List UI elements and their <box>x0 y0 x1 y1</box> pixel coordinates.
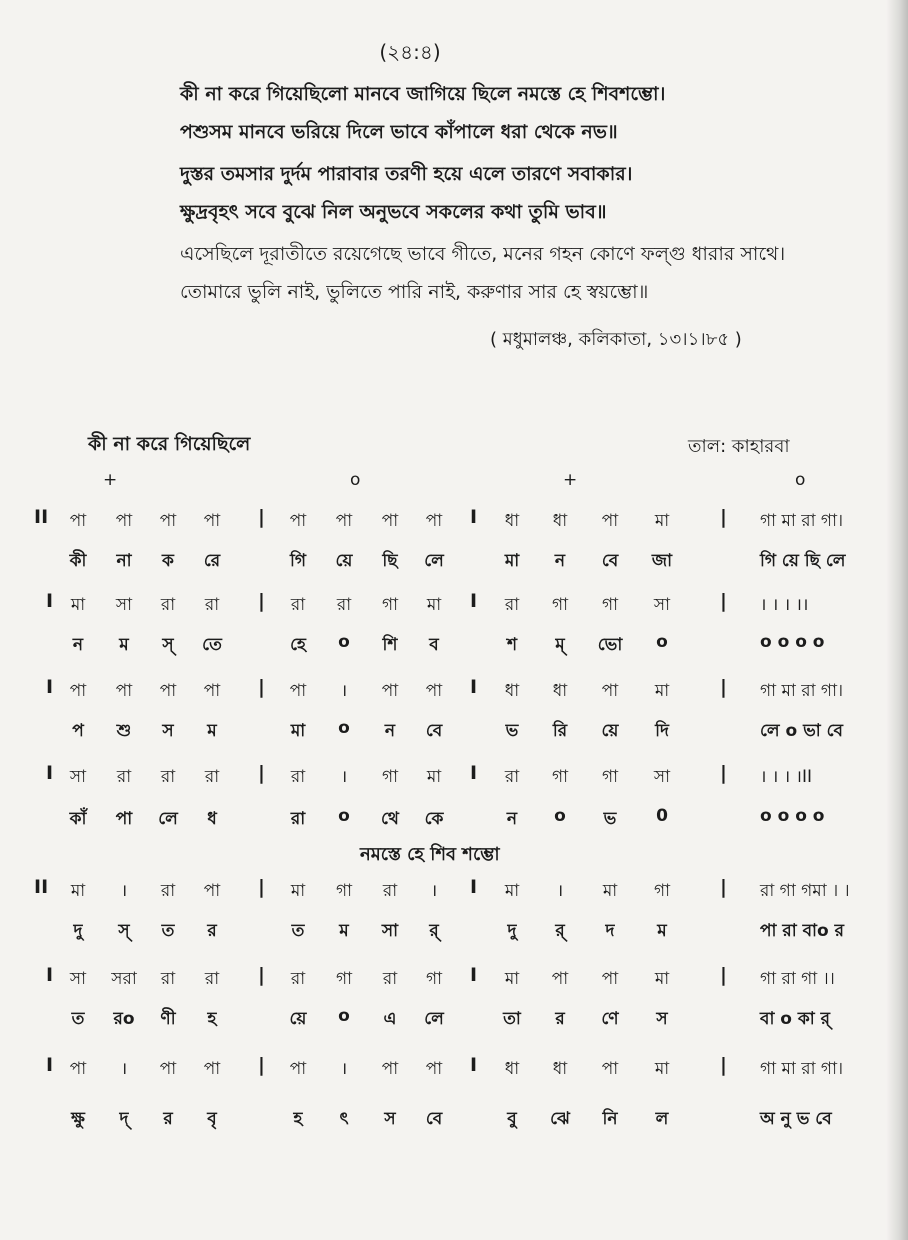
lyric-cell: স <box>162 721 174 741</box>
note-cell: ধা <box>504 1059 520 1079</box>
lyric-cell: তা <box>503 1009 521 1029</box>
note-cell: । <box>120 1059 128 1079</box>
bar-separator: | <box>720 590 727 612</box>
note-cell: পা <box>289 681 307 701</box>
sub-title: নমস্তে হে শিব শম্ভো <box>360 844 500 865</box>
lyric-cell: রা <box>290 809 306 829</box>
lyric-cell: ত <box>291 921 305 941</box>
note-cell: গা <box>425 969 443 989</box>
lyric-cell: দি <box>655 721 669 741</box>
lyric-cell: গি <box>289 551 307 571</box>
note-cell: পা <box>335 511 353 531</box>
note-cell: পা <box>381 681 399 701</box>
note-cell-end: গা মা রা গা। <box>760 511 844 531</box>
verse-line-5: এসেছিলে দূরাতীতে রয়েগেছে ভাবে গীতে, মনের গহন কোণে ফল্গু ধারার সাথে। <box>180 243 786 265</box>
lyric-cell-end: গি য়ে ছি লে <box>760 551 846 571</box>
note-cell: রা <box>504 767 520 787</box>
lyric-cell: ম <box>119 635 129 655</box>
note-cell: সা <box>69 767 87 787</box>
note-cell: ধা <box>552 1059 568 1079</box>
lyric-cell: র <box>207 921 217 941</box>
note-cell: গা <box>381 767 399 787</box>
lyric-cell: তে <box>202 635 222 655</box>
note-cell: পা <box>203 881 221 901</box>
note-cell: পা <box>159 511 177 531</box>
note-cell: । <box>340 1059 348 1079</box>
bar-separator: | <box>258 876 265 898</box>
note-cell: রা <box>382 881 398 901</box>
lyric-cell: য়ে <box>289 1009 307 1029</box>
bar-separator: I <box>470 676 478 698</box>
lyric-cell: 0 <box>656 806 668 826</box>
bar-line-start: I <box>46 590 54 612</box>
note-cell: রা <box>290 969 306 989</box>
note-cell: পা <box>601 969 619 989</box>
page-number: (২৪:৪) <box>379 40 441 64</box>
note-cell: পা <box>115 681 133 701</box>
lyric-cell: য়ে <box>601 721 619 741</box>
bar-separator: | <box>258 1054 265 1076</box>
bar-separator: | <box>720 762 727 784</box>
lyric-cell: ত <box>71 1009 85 1029</box>
verse-line-2: পশুসম মানবে ভরিয়ে দিলে ভাবে কাঁপালে ধরা থেকে নভ॥ <box>180 121 618 143</box>
note-cell: পা <box>159 1059 177 1079</box>
bar-line-start: I <box>46 676 54 698</box>
lyric-cell: ম <box>657 921 667 941</box>
verse-line-4: ক্ষুদ্রবৃহৎ সবে বুঝে নিল অনুভবে সকলের কথা তুমি ভাব॥ <box>180 201 607 223</box>
note-cell: রা <box>204 767 220 787</box>
bar-separator: I <box>470 1054 478 1076</box>
verse-line-3: দুস্তর তমসার দুর্দম পারাবার তরণী হয়ে এলে তারণে সবাকার। <box>180 163 633 185</box>
lyric-cell: o <box>338 806 350 826</box>
lyric-cell: ন <box>554 551 566 571</box>
note-cell: মা <box>504 969 520 989</box>
lyric-cell: না <box>116 551 132 571</box>
lyric-cell-end: বা o কা র্ <box>760 1009 831 1029</box>
note-cell: পা <box>203 681 221 701</box>
lyric-cell: ভো <box>597 635 623 655</box>
note-cell: । <box>340 681 348 701</box>
note-cell: গা <box>551 595 569 615</box>
bar-separator: | <box>720 676 727 698</box>
note-cell: রা <box>160 595 176 615</box>
lyric-cell-end: o o o o <box>760 632 825 652</box>
note-cell-end: । । । ।II <box>760 767 813 787</box>
note-cell: । <box>430 881 438 901</box>
note-cell: পা <box>203 1059 221 1079</box>
note-cell: পা <box>203 511 221 531</box>
note-cell: পা <box>601 511 619 531</box>
verse-line-6: তোমারে ভুলি নাই, ভুলিতে পারি নাই, করুণার সার হে স্বয়ম্ভো॥ <box>180 281 649 303</box>
lyric-cell: ম্ <box>555 635 565 655</box>
lyric-cell: র <box>555 1009 565 1029</box>
note-cell: গা <box>551 767 569 787</box>
note-cell: মা <box>70 881 86 901</box>
song-title: কী না করে গিয়েছিলে <box>88 433 251 455</box>
note-cell: রা <box>290 595 306 615</box>
note-cell-end: গা মা রা গা। <box>760 681 844 701</box>
bar-separator: | <box>258 506 265 528</box>
note-cell: মা <box>426 595 442 615</box>
note-cell: পা <box>69 1059 87 1079</box>
note-cell: পা <box>69 681 87 701</box>
lyric-cell: o <box>554 806 566 826</box>
note-cell: রা <box>204 969 220 989</box>
note-cell: মা <box>654 1059 670 1079</box>
lyric-cell: কে <box>424 809 444 829</box>
bar-line-start: II <box>34 876 49 898</box>
note-cell: রা <box>382 969 398 989</box>
lyric-cell: র্ <box>555 921 565 941</box>
lyric-cell: ণে <box>601 1009 619 1029</box>
bar-separator: | <box>258 964 265 986</box>
lyric-cell: বে <box>425 721 443 741</box>
lyric-cell: বে <box>425 1109 443 1129</box>
lyric-cell: হে <box>290 635 306 655</box>
lyric-cell-end: লে o ভা বে <box>760 721 843 741</box>
bar-separator: | <box>258 762 265 784</box>
lyric-cell: কাঁ <box>69 809 87 829</box>
lyric-cell: ত <box>161 921 175 941</box>
lyric-cell: নি <box>602 1109 618 1129</box>
note-cell: সা <box>653 595 671 615</box>
lyric-cell: থে <box>381 809 399 829</box>
note-cell: পা <box>425 681 443 701</box>
note-cell: পা <box>601 681 619 701</box>
lyric-cell: র্ <box>429 921 439 941</box>
bar-separator: I <box>470 762 478 784</box>
note-cell: মা <box>654 969 670 989</box>
lyric-cell: রo <box>113 1009 135 1029</box>
note-cell: সরা <box>111 969 137 989</box>
tal-label: তাল: কাহারবা <box>688 436 790 457</box>
lyric-cell: ভ <box>603 809 617 829</box>
lyric-cell: o <box>338 1006 350 1026</box>
lyric-cell: o <box>656 632 668 652</box>
note-cell: গা <box>601 767 619 787</box>
lyric-cell: মা <box>504 551 520 571</box>
lyric-cell: লে <box>424 1009 444 1029</box>
lyric-cell: স <box>656 1009 668 1029</box>
note-cell: সা <box>653 767 671 787</box>
lyric-cell: বু <box>507 1109 517 1129</box>
note-cell: ধা <box>504 681 520 701</box>
note-cell: পা <box>425 1059 443 1079</box>
note-cell: সা <box>69 969 87 989</box>
lyric-cell: ম <box>207 721 217 741</box>
lyric-cell: বে <box>601 551 619 571</box>
bar-separator: | <box>720 876 727 898</box>
bar-separator: I <box>470 590 478 612</box>
lyric-cell: ঝে <box>550 1109 570 1129</box>
lyric-cell: ন <box>384 721 396 741</box>
note-cell: গা <box>381 595 399 615</box>
lyric-cell: স <box>384 1109 396 1129</box>
lyric-cell: হ <box>207 1009 217 1029</box>
note-cell: মা <box>426 767 442 787</box>
note-cell: রা <box>116 767 132 787</box>
note-cell: পা <box>381 511 399 531</box>
beat-marker-2: o <box>350 470 361 490</box>
lyric-cell: পা <box>115 809 133 829</box>
bar-separator: | <box>258 676 265 698</box>
bar-line-start: II <box>34 506 49 528</box>
note-cell: রা <box>160 881 176 901</box>
bar-separator: | <box>720 1054 727 1076</box>
lyric-cell: শি <box>382 635 398 655</box>
lyric-cell-end: পা রা বাo র <box>760 921 844 941</box>
lyric-cell-end: অ নু ভ বে <box>760 1109 832 1129</box>
lyric-cell: মা <box>290 721 306 741</box>
lyric-cell: জা <box>651 551 673 571</box>
note-cell: মা <box>70 595 86 615</box>
note-cell: মা <box>504 881 520 901</box>
lyric-cell: র <box>163 1109 173 1129</box>
bar-line-start: I <box>46 762 54 784</box>
lyric-cell: স্ <box>162 635 174 655</box>
lyric-cell: ধ <box>207 809 217 829</box>
lyric-cell: দু <box>73 921 83 941</box>
bar-line-start: I <box>46 964 54 986</box>
note-cell: রা <box>290 767 306 787</box>
note-cell: গা <box>653 881 671 901</box>
note-cell: মা <box>654 681 670 701</box>
bar-separator: I <box>470 506 478 528</box>
note-cell: মা <box>654 511 670 531</box>
lyric-cell: সা <box>381 921 399 941</box>
lyric-cell: দ <box>605 921 615 941</box>
bar-separator: I <box>470 964 478 986</box>
lyric-cell: রি <box>552 721 568 741</box>
note-cell: । <box>120 881 128 901</box>
note-cell: রা <box>336 595 352 615</box>
beat-marker-1: + <box>103 470 118 490</box>
lyric-cell: রে <box>203 551 221 571</box>
lyric-cell: ম <box>339 921 349 941</box>
lyric-cell: হ <box>293 1109 303 1129</box>
note-cell-end: রা গা গমা । । <box>760 881 850 901</box>
beat-marker-3: + <box>563 470 578 490</box>
note-cell: মা <box>290 881 306 901</box>
note-cell: ধা <box>552 511 568 531</box>
note-cell: পা <box>69 511 87 531</box>
lyric-cell: লে <box>424 551 444 571</box>
lyric-cell: লে <box>158 809 178 829</box>
bar-separator: | <box>258 590 265 612</box>
note-cell: পা <box>159 681 177 701</box>
note-cell-end: । । । ।। <box>760 595 809 615</box>
note-cell: পা <box>115 511 133 531</box>
note-cell: সা <box>115 595 133 615</box>
bar-separator: | <box>720 506 727 528</box>
lyric-cell: ব <box>429 635 439 655</box>
lyric-cell: ভ <box>505 721 519 741</box>
lyric-cell: ক্ষু <box>71 1109 85 1129</box>
note-cell: । <box>340 767 348 787</box>
bar-separator: I <box>470 876 478 898</box>
lyric-cell: প <box>72 721 84 741</box>
bar-separator: | <box>720 964 727 986</box>
lyric-cell: ণী <box>160 1009 176 1029</box>
lyric-cell: ক <box>162 551 174 571</box>
lyric-cell: o <box>338 718 350 738</box>
beat-marker-4: o <box>795 470 806 490</box>
lyric-cell: বৃ <box>207 1109 217 1129</box>
note-cell: পা <box>551 969 569 989</box>
note-cell: পা <box>425 511 443 531</box>
lyric-cell: o <box>338 632 350 652</box>
bar-line-start: I <box>46 1054 54 1076</box>
note-cell: গা <box>335 881 353 901</box>
note-cell: রা <box>204 595 220 615</box>
lyric-cell: দু <box>507 921 517 941</box>
lyric-cell: ৎ <box>339 1109 349 1129</box>
note-cell: রা <box>504 595 520 615</box>
note-cell: পা <box>381 1059 399 1079</box>
note-cell: রা <box>160 767 176 787</box>
credit-line: ( মধুমালঞ্চ, কলিকাতা, ১৩।১।৮৫ ) <box>490 329 742 350</box>
lyric-cell: কী <box>69 551 87 571</box>
note-cell: গা <box>335 969 353 989</box>
lyric-cell: ল <box>655 1109 669 1129</box>
lyric-cell-end: o o o o <box>760 806 825 826</box>
lyric-cell: শু <box>116 721 132 741</box>
note-cell: । <box>556 881 564 901</box>
verse-line-1: কী না করে গিয়েছিলো মানবে জাগিয়ে ছিলে নমস্তে হে শিবশম্ভো। <box>180 83 666 105</box>
note-cell: ধা <box>504 511 520 531</box>
note-cell: পা <box>289 511 307 531</box>
note-cell-end: গা মা রা গা। <box>760 1059 844 1079</box>
note-cell: পা <box>289 1059 307 1079</box>
lyric-cell: দ্ <box>119 1109 129 1129</box>
note-cell: মা <box>602 881 618 901</box>
note-cell: ধা <box>552 681 568 701</box>
lyric-cell: য়ে <box>335 551 353 571</box>
lyric-cell: ছি <box>382 551 398 571</box>
note-cell: পা <box>601 1059 619 1079</box>
lyric-cell: এ <box>383 1009 397 1029</box>
note-cell: রা <box>160 969 176 989</box>
lyric-cell: স্ <box>118 921 130 941</box>
lyric-cell: ন <box>506 809 518 829</box>
note-cell-end: গা রা গা ।। <box>760 969 835 989</box>
note-cell: গা <box>601 595 619 615</box>
lyric-cell: শ <box>506 635 518 655</box>
page-edge-shadow <box>886 0 908 1240</box>
lyric-cell: ন <box>72 635 84 655</box>
